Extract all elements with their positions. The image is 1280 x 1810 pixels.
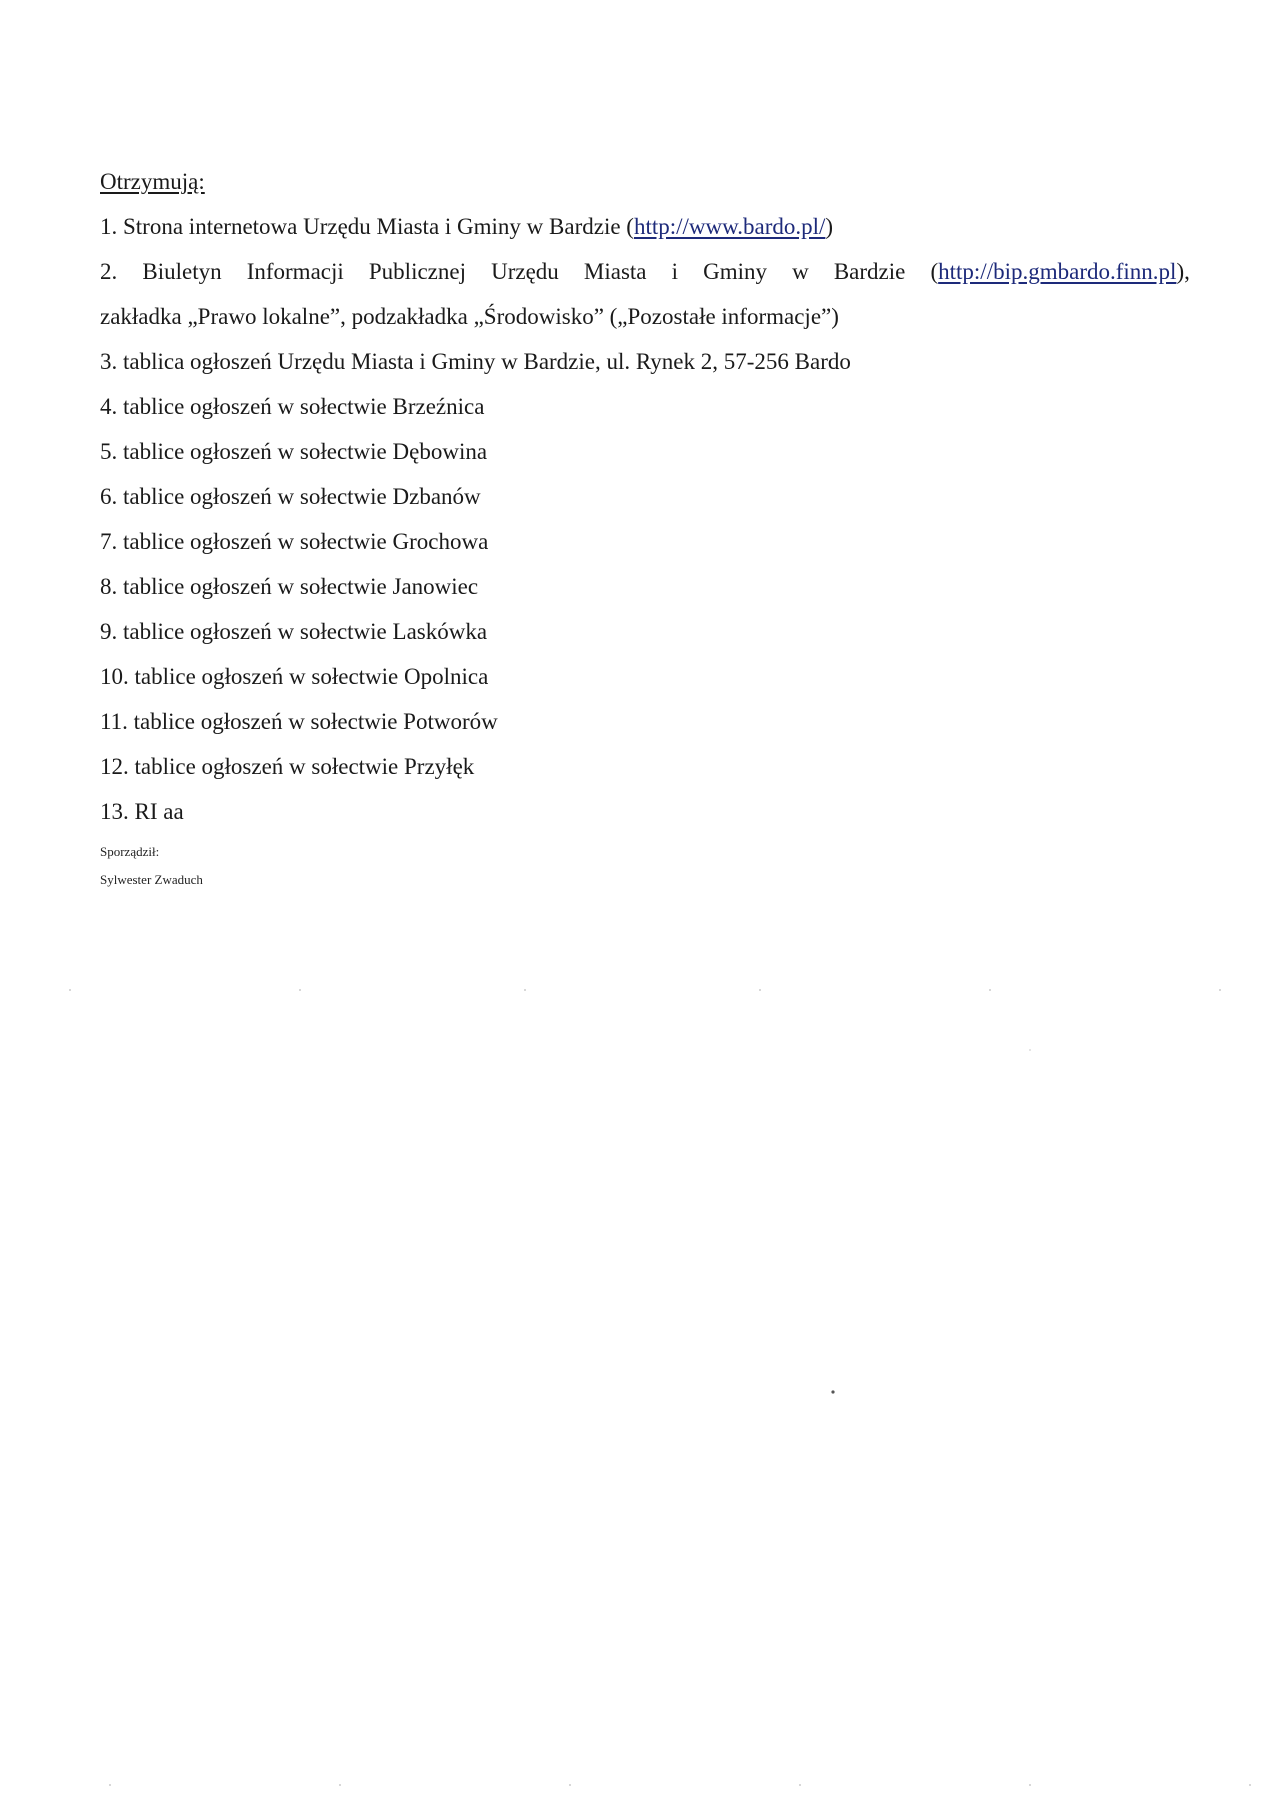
bip-link[interactable]: http://bip.gmbardo.finn.pl <box>938 259 1177 284</box>
scan-speck <box>989 989 991 991</box>
recipient-item-1-end: ) <box>825 214 834 239</box>
item2-link-group: (http://bip.gmbardo.finn.pl), <box>930 259 1190 284</box>
recipient-item-1-text: 1. Strona internetowa Urzędu Miasta i Gminy w Bardzie ( <box>100 214 634 239</box>
item2-word: Informacji <box>246 259 344 284</box>
recipient-item-7: 7. tablice ogłoszeń w sołectwie Grochowa <box>100 529 489 554</box>
scan-speck <box>1249 1784 1251 1786</box>
scan-speck <box>1219 989 1221 991</box>
recipient-item-13: 13. RI aa <box>100 799 184 824</box>
scan-speck <box>831 1390 834 1393</box>
recipient-item-9: 9. tablice ogłoszeń w sołectwie Laskówka <box>100 619 488 644</box>
scan-speck <box>799 1784 801 1786</box>
scan-speck <box>339 1784 341 1786</box>
scan-speck <box>299 989 301 991</box>
recipient-item-11: 11. tablice ogłoszeń w sołectwie Potworów <box>100 709 498 734</box>
item2-word: Bardzie <box>833 259 906 284</box>
item2-word: 2. <box>100 259 118 284</box>
prepared-by-label: Sporządził: <box>100 844 160 859</box>
item2-word: Publicznej <box>368 259 466 284</box>
recipient-item-12: 12. tablice ogłoszeń w sołectwie Przyłęk <box>100 754 475 779</box>
recipients-section <box>100 160 1200 894</box>
recipient-item-1 <box>100 204 1200 249</box>
recipient-item-10: 10. tablice ogłoszeń w sołectwie Opolnica <box>100 664 489 689</box>
recipient-item-2-end: ), <box>1176 259 1190 284</box>
scan-speck <box>524 989 526 991</box>
scan-speck <box>1029 1784 1031 1786</box>
item2-word: w <box>792 259 809 284</box>
scan-speck <box>759 989 761 991</box>
scan-speck <box>1029 1049 1031 1051</box>
scan-speck <box>569 1784 571 1786</box>
recipient-item-5: 5. tablice ogłoszeń w sołectwie Dębowina <box>100 439 488 464</box>
bardo-website-link[interactable]: http://www.bardo.pl/ <box>633 214 826 239</box>
item2-word: Gminy <box>703 259 767 284</box>
recipient-item-2 <box>100 249 1190 294</box>
recipient-item-8: 8. tablice ogłoszeń w sołectwie Janowiec <box>100 574 479 599</box>
recipient-item-6: 6. tablice ogłoszeń w sołectwie Dzbanów <box>100 484 481 509</box>
item2-word: Urzędu <box>491 259 559 284</box>
scan-speck <box>109 1784 111 1786</box>
recipient-item-3: 3. tablica ogłoszeń Urzędu Miasta i Gminy w Bardzie, ul. Rynek 2, 57-256 Bardo <box>100 349 851 374</box>
scan-speck <box>69 989 71 991</box>
recipients-heading: Otrzymują: <box>100 169 205 194</box>
item2-word: i <box>671 259 678 284</box>
item2-word: Miasta <box>583 259 647 284</box>
recipient-item-2-continuation: zakładka „Prawo lokalne”, podzakładka „Środowisko” („Pozostałe informacje”) <box>100 304 839 329</box>
prepared-by-name: Sylwester Zwaduch <box>100 872 203 887</box>
recipient-item-4: 4. tablice ogłoszeń w sołectwie Brzeźnica <box>100 394 485 419</box>
item2-word: Biuletyn <box>142 259 222 284</box>
